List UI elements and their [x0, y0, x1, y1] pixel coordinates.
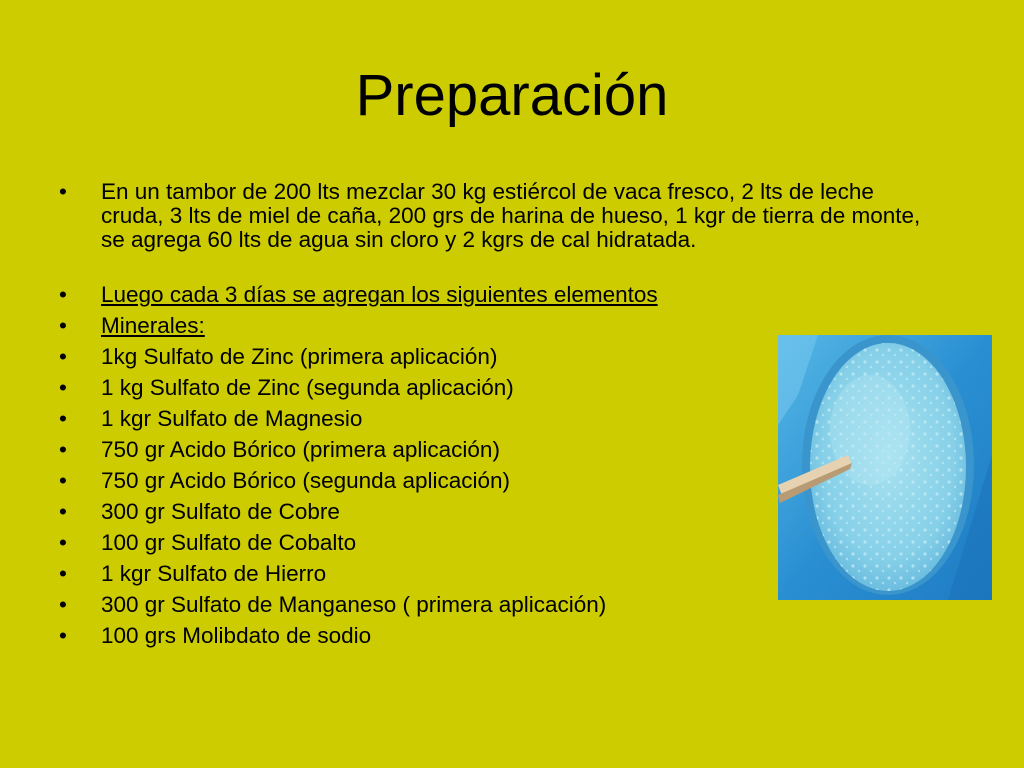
- bullet-dot: •: [59, 623, 67, 648]
- solution-photo: [778, 335, 992, 600]
- bullet-dot: •: [59, 406, 67, 431]
- bullet-item: [59, 620, 959, 651]
- bullet-text: Minerales:: [101, 313, 205, 338]
- bullet-dot: •: [59, 499, 67, 524]
- bullet-dot: •: [59, 282, 67, 307]
- bullet-text: 750 gr Acido Bórico (segunda aplicación): [101, 468, 510, 493]
- bullet-dot: •: [59, 375, 67, 400]
- bullet-text: 1kg Sulfato de Zinc (primera aplicación): [101, 344, 498, 369]
- bullet-text: 1 kgr Sulfato de Magnesio: [101, 406, 363, 431]
- bullet-text: 1 kg Sulfato de Zinc (segunda aplicación): [101, 375, 514, 400]
- bullet-text: 1 kgr Sulfato de Hierro: [101, 561, 327, 586]
- bullet-text: 100 grs Molibdato de sodio: [101, 623, 372, 648]
- bullet-dot: •: [59, 468, 67, 493]
- bullet-text: 300 gr Sulfato de Cobre: [101, 499, 340, 524]
- slide-title: Preparación: [355, 63, 669, 128]
- bullet-text: 100 gr Sulfato de Cobalto: [101, 530, 357, 555]
- bullet-text: 750 gr Acido Bórico (primera aplicación): [101, 437, 500, 462]
- bullet-text: 300 gr Sulfato de Manganeso ( primera aplicación): [101, 592, 607, 617]
- bullet-dot: •: [59, 561, 67, 586]
- bullet-text: En un tambor de 200 lts mezclar 30 kg estiércol de vaca fresco, 2 lts de leche cruda, 3 lts de miel de caña, 200 grs de harina de hueso, 1 kgr de tierra de monte, se agrega 60 lts de agua sin cloro y 2 kgrs de cal hidratada.: [101, 179, 921, 252]
- bullet-text: Luego cada 3 días se agregan los siguientes elementos: [101, 282, 658, 307]
- bullet-dot: •: [59, 313, 67, 338]
- bullet-dot: •: [59, 592, 67, 617]
- bullet-dot: •: [59, 530, 67, 555]
- bullet-dot: •: [59, 437, 67, 462]
- bullet-item: [59, 279, 959, 310]
- bullet-item: [59, 180, 931, 252]
- bullet-dot: •: [59, 179, 67, 204]
- bullet-dot: •: [59, 344, 67, 369]
